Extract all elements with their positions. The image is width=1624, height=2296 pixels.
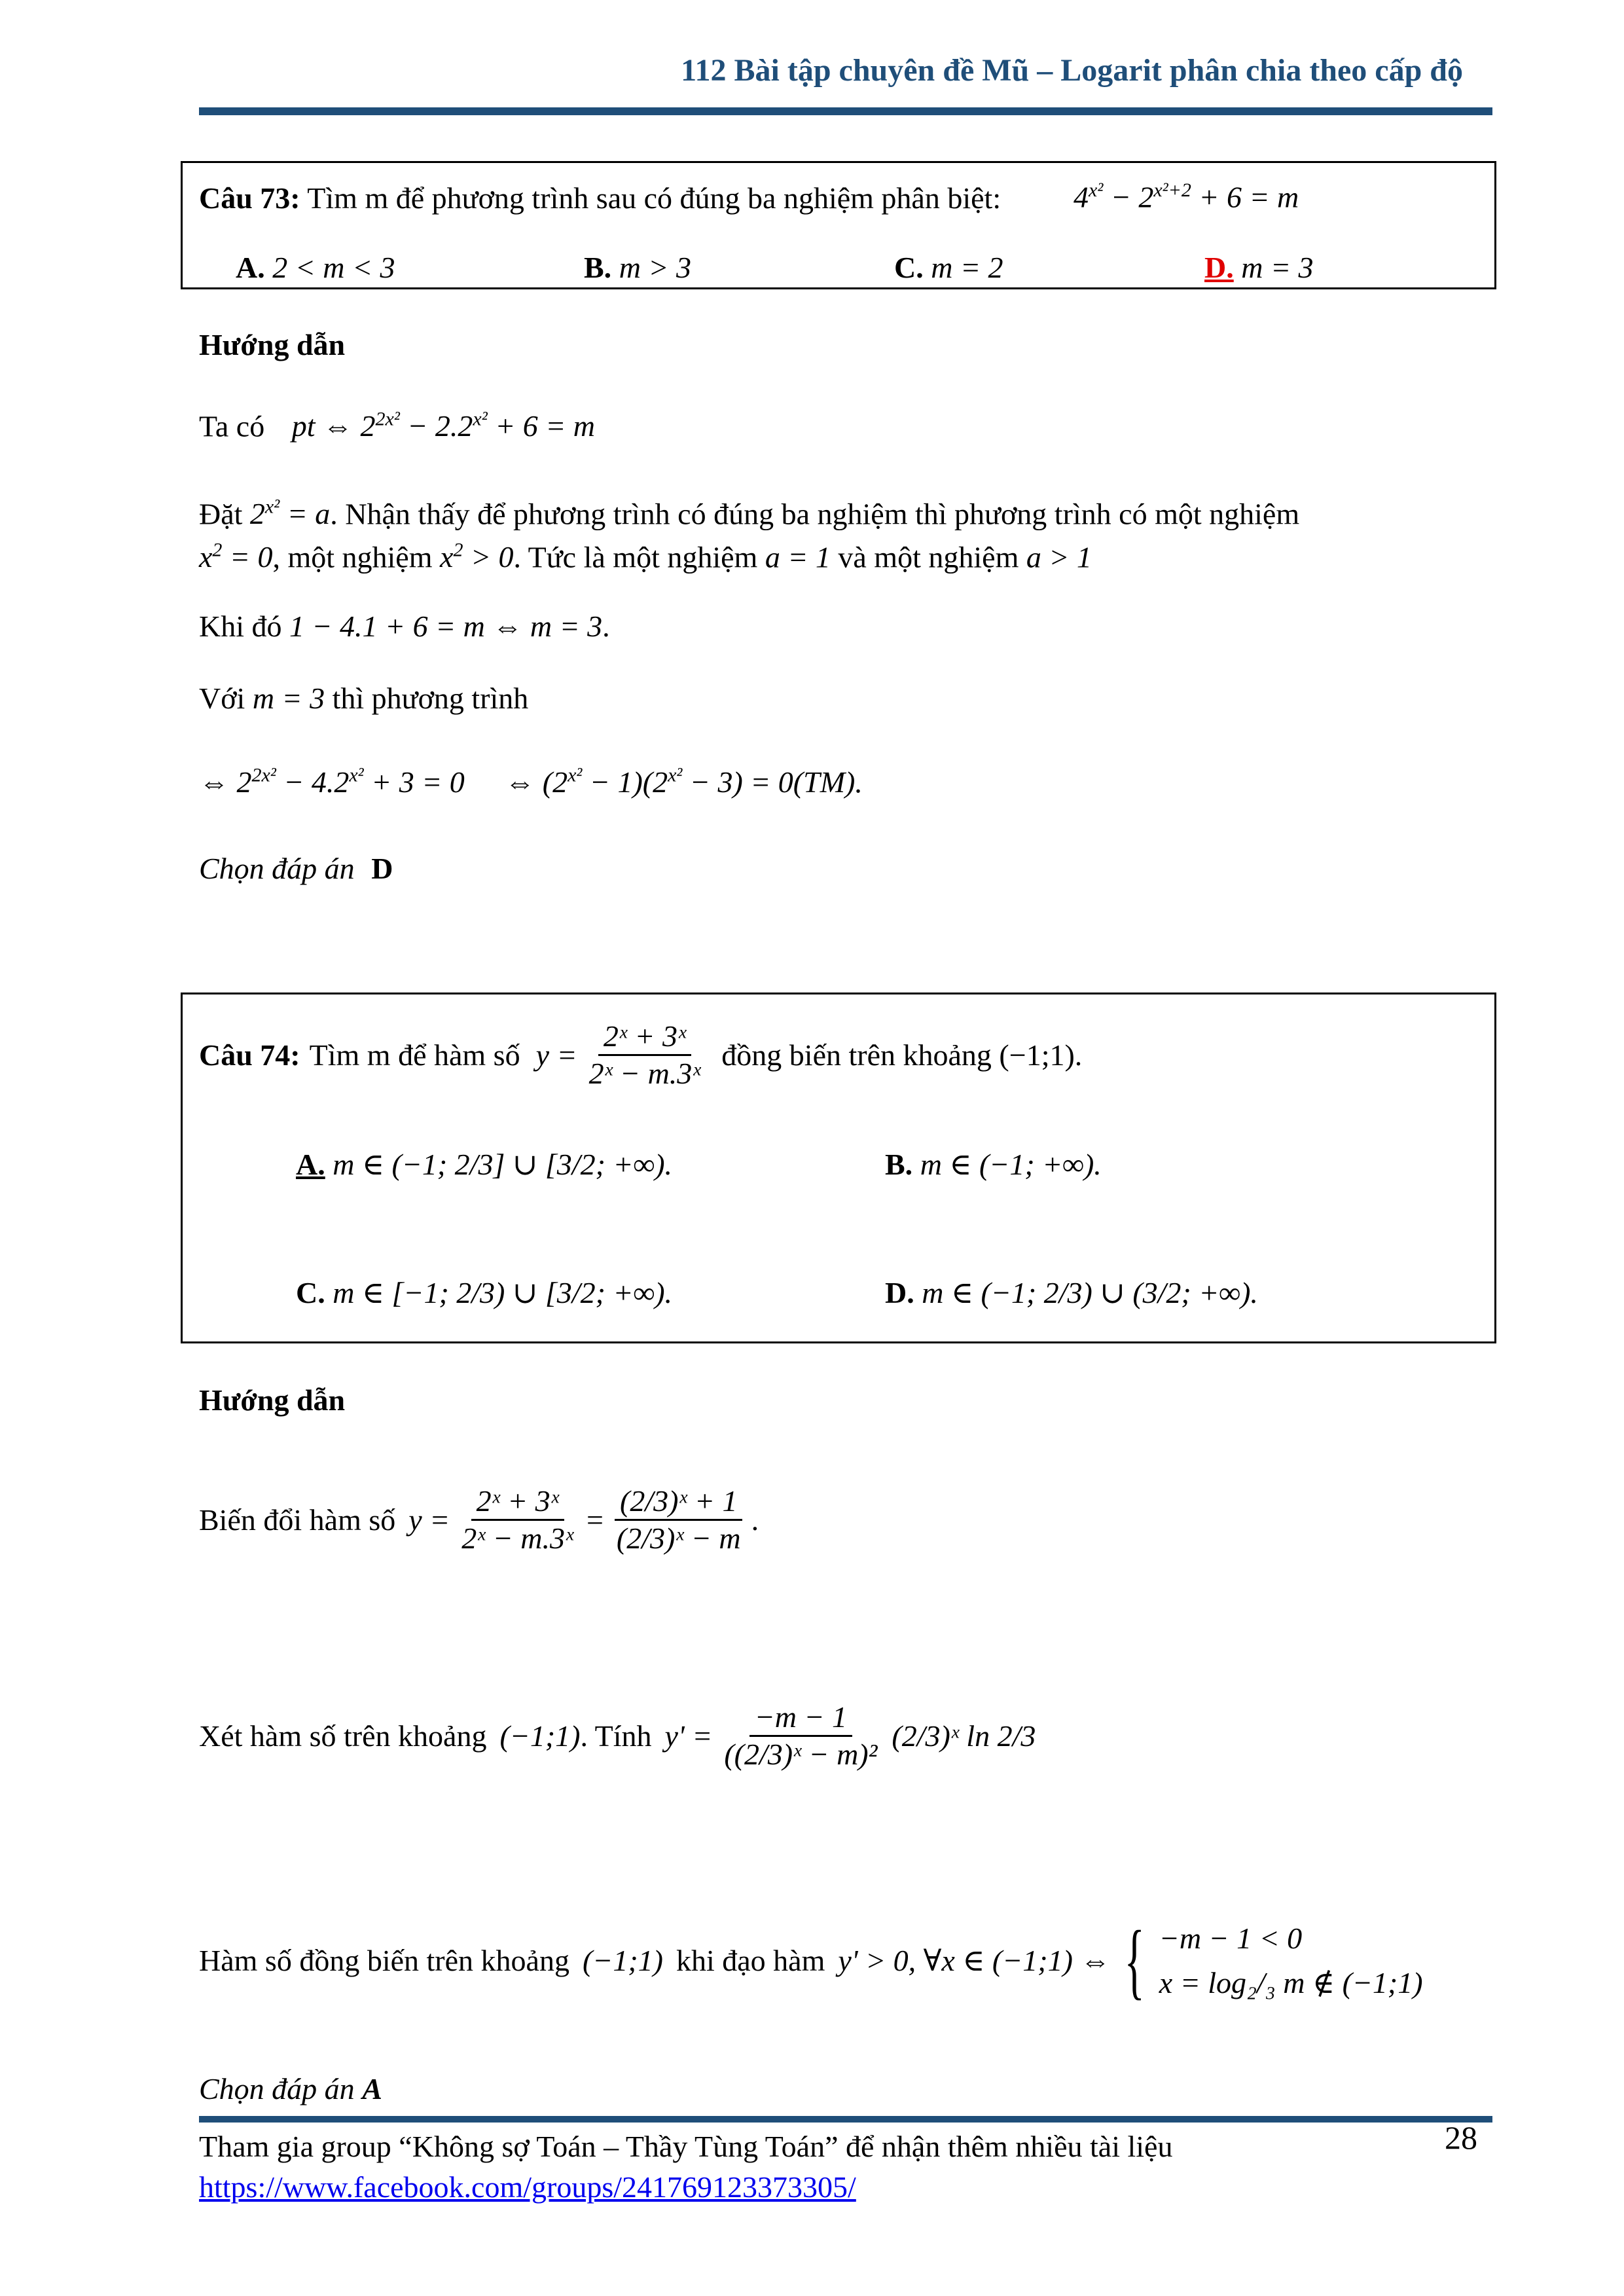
q73-step-6: ⇔ $2^{2x^2} - 4.2^{x^2} + 3 = 0$ ⇔ $(2^{x^2} - 1)(2^{x^2} - 3) = 0(TM)$.	[199, 765, 863, 799]
q74-option-c-text: m ∈ [−1; 2/3) ∪ [3/2; +∞).	[333, 1276, 673, 1309]
q74-step-3	[199, 1914, 1423, 2008]
q73-option-d-text: m = 3	[1241, 251, 1314, 284]
q74-step-3-mid: khi đạo hàm	[676, 1944, 825, 1977]
q74-option-d	[885, 1278, 1258, 1308]
q74-option-c-letter: C.	[296, 1276, 325, 1309]
q73-option-d	[1204, 253, 1314, 283]
q74-option-b	[885, 1150, 1102, 1180]
q73-step-2-text: . Nhận thấy để phương trình có đúng ba nghiệm thì phương trình có một nghiệm	[330, 497, 1300, 531]
document-header-title: 112 Bài tập chuyên đề Mũ – Logarit phân chia theo cấp độ	[681, 53, 1463, 88]
q74-step-3-system-line-1: −m − 1 < 0	[1159, 1922, 1303, 1955]
question-74-function	[584, 1021, 706, 1089]
q73-step-3-text-1: , một nghiệm	[272, 540, 433, 574]
q73-step-1-math: pt ⇔ $2^{2x^2} - 2.2^{x^2} + 6 = m$	[291, 409, 595, 443]
question-74-stem: Câu 74: Tìm m để hàm số y = $\frac{\text{2ˣ + 3ˣ}}{\text{2ˣ − m.3ˣ}}$ đồng biến trên khoảng (−1;1).	[199, 1019, 1083, 1090]
q74-step-2-fraction-denominator: ((2/3)ˣ − m)²	[724, 1738, 878, 1771]
q74-step-1-prefix: Biến đổi hàm số	[199, 1503, 396, 1537]
q73-step-2-math: $2^{x^2} = a$	[249, 496, 331, 531]
q73-step-2-prefix: Đặt	[199, 497, 243, 531]
q73-option-b	[584, 253, 691, 283]
q74-step-3-system-line-2: x = log₂/₃ m ∉ (−1;1)	[1159, 1966, 1423, 1999]
question-74-label: Câu 74:	[199, 1038, 300, 1072]
q74-option-a	[296, 1150, 672, 1180]
q74-option-a-text: m ∈ (−1; 2/3] ∪ [3/2; +∞).	[333, 1148, 673, 1181]
footer-link[interactable]: https://www.facebook.com/groups/241769123373305/	[199, 2170, 856, 2204]
q73-step-6-math-1: ⇔ $2^{2x^2} - 4.2^{x^2} + 3 = 0$	[199, 765, 465, 799]
q73-option-a-letter: A.	[236, 251, 265, 284]
page-number: 28	[1445, 2119, 1477, 2156]
q74-step-2-tail: (2/3)ˣ ln 2/3	[892, 1719, 1036, 1753]
question-74-function-denominator: 2ˣ − m.3ˣ	[588, 1057, 701, 1090]
q73-option-a	[236, 253, 395, 283]
question-73-stem	[199, 183, 1001, 213]
q74-step-2-prefix: Xét hàm số trên khoảng	[199, 1719, 487, 1753]
header-divider	[199, 107, 1492, 115]
q74-step-1-fraction-1	[456, 1486, 579, 1554]
q74-step-3-interval: (−1;1)	[582, 1944, 663, 1977]
q74-option-a-letter: A.	[296, 1148, 325, 1181]
q73-option-c	[894, 253, 1003, 283]
q74-step-2-derivative: y' =	[664, 1719, 713, 1753]
q73-step-3	[199, 541, 1092, 572]
q73-step-4: Khi đó 1 − 4.1 + 6 = m ⇔ m = 3.	[199, 610, 610, 643]
q73-option-b-text: m > 3	[619, 251, 691, 284]
question-73-label: Câu 73:	[199, 181, 300, 215]
q74-option-c	[296, 1278, 672, 1308]
q74-option-b-text: m ∈ (−1; +∞).	[920, 1148, 1102, 1181]
q74-step-2-fraction	[719, 1702, 882, 1770]
q74-step-1-fraction-2-numerator: (2/3)ˣ + 1	[615, 1486, 742, 1521]
q74-step-2-fraction-numerator: −m − 1	[749, 1702, 852, 1737]
q74-option-d-letter: D.	[885, 1276, 914, 1309]
q73-step-1-prefix: Ta có	[199, 409, 265, 443]
q73-step-3-math-4: a > 1	[1026, 540, 1092, 574]
system-brace-icon: {	[1124, 1914, 1146, 2008]
q73-step-6-math-2: ⇔ $(2^{x^2} - 1)(2^{x^2} - 3) = 0(TM)$	[505, 765, 856, 799]
q74-option-b-letter: B.	[885, 1148, 913, 1181]
q73-option-b-letter: B.	[584, 251, 612, 284]
q73-option-d-letter: D.	[1204, 251, 1234, 284]
q74-step-3-system	[1159, 1923, 1423, 1998]
q74-step-3-condition: y' > 0, ∀x ∈ (−1;1) ⇔	[838, 1944, 1111, 1977]
q74-step-1-fraction-1-numerator: 2ˣ + 3ˣ	[471, 1486, 564, 1521]
q74-step-2	[199, 1702, 1036, 1770]
q73-step-2	[199, 498, 1299, 529]
q73-step-5-prefix: Với	[199, 682, 245, 715]
footer-divider	[199, 2116, 1492, 2123]
q73-step-3-math-1: $x^2 = 0$	[199, 539, 273, 574]
question-74-function-numerator: 2ˣ + 3ˣ	[598, 1021, 691, 1056]
question-74-prompt: Tìm m để hàm số	[309, 1038, 520, 1072]
question-73-prompt: Tìm m để phương trình sau có đúng ba nghiệm phân biệt:	[307, 181, 1001, 215]
q74-step-1: Biến đổi hàm số y = $\frac{\text{2ˣ + 3ˣ}}{\text{2ˣ − m.3ˣ}}$ = $\frac{\text{(2/3)ˣ + 1}}{\text{(2/3)ˣ − m}}$ .	[199, 1484, 759, 1555]
q73-answer-label: Chọn đáp án	[199, 852, 355, 885]
q74-step-1-fraction-1-denominator: 2ˣ − m.3ˣ	[461, 1522, 573, 1555]
q74-guide-title: Hướng dẫn	[199, 1383, 346, 1417]
q73-step-3-math-2: $x^2 > 0$	[440, 539, 514, 574]
q74-answer-letter: A	[362, 2072, 382, 2105]
question-73-equation: $4^{x^2} - 2^{x^2+2} + 6 = m$	[1074, 179, 1299, 214]
q73-step-4-prefix: Khi đó	[199, 610, 282, 643]
q73-option-c-text: m = 2	[931, 251, 1003, 284]
q74-answer-label: Chọn đáp án	[199, 2072, 355, 2105]
question-74-prompt-2: đồng biến trên khoảng (−1;1).	[721, 1038, 1083, 1072]
q73-step-4-math: 1 − 4.1 + 6 = m ⇔ m = 3	[289, 610, 603, 643]
q74-step-2-tinh: . Tính	[580, 1719, 652, 1753]
q73-step-5-suffix: thì phương trình	[332, 682, 529, 715]
q73-step-5-math: m = 3	[252, 682, 325, 715]
q74-step-1-fraction-2-denominator: (2/3)ˣ − m	[616, 1522, 741, 1555]
q74-step-1-fraction-2	[611, 1486, 746, 1554]
q73-option-a-text: 2 < m < 3	[272, 251, 395, 284]
q73-step-5	[199, 683, 528, 714]
q73-step-3-math-3: a = 1	[765, 540, 831, 574]
q73-step-3-text-3: và một nghiệm	[838, 540, 1019, 574]
q73-step-3-text-2: . Tức là một nghiệm	[513, 540, 758, 574]
q73-answer	[199, 854, 393, 884]
q74-step-3-prefix: Hàm số đồng biến trên khoảng	[199, 1944, 569, 1977]
q73-step-1	[199, 410, 595, 441]
q74-answer	[199, 2074, 382, 2104]
q74-step-2-interval: (−1;1)	[499, 1719, 581, 1753]
footer-text: Tham gia group “Không sợ Toán – Thầy Tùng Toán” để nhận thêm nhiều tài liệu	[199, 2130, 1173, 2163]
q73-answer-letter: D	[371, 852, 393, 885]
q73-guide-title: Hướng dẫn	[199, 328, 346, 361]
q73-option-c-letter: C.	[894, 251, 924, 284]
q74-option-d-text: m ∈ (−1; 2/3) ∪ (3/2; +∞).	[922, 1276, 1258, 1309]
